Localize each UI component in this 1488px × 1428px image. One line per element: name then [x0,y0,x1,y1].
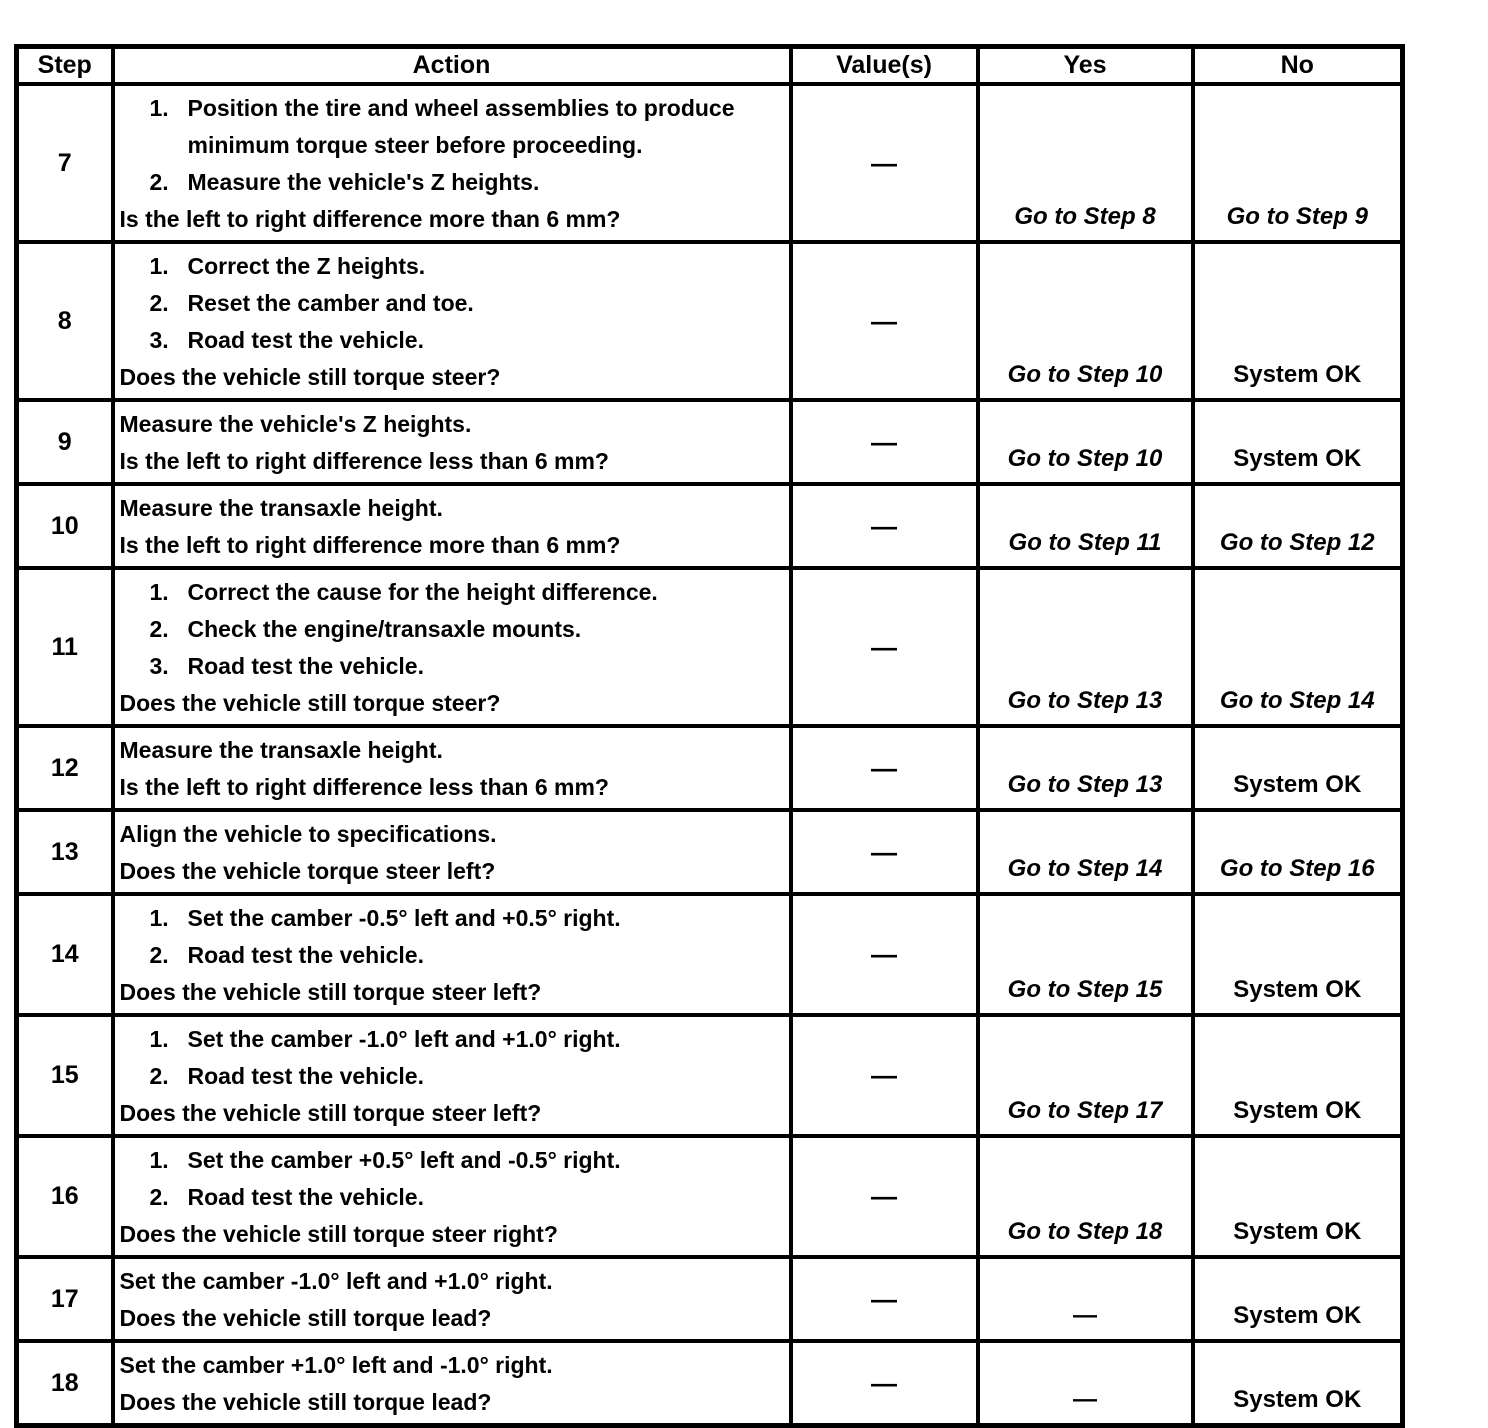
step-number: 8 [17,242,113,400]
col-header-action: Action [113,47,791,85]
value-cell: — [791,484,978,568]
action-item [150,900,783,937]
no-cell: System OK [1193,242,1403,400]
action-item-text: Measure the transaxle height. [119,737,443,763]
step-number: 13 [17,810,113,894]
action-item [150,1142,783,1179]
action-cell [113,810,791,894]
question-text: Is the left to right difference less than 6 mm? [119,774,609,800]
action-list [120,732,783,769]
col-header-no: No [1193,47,1403,85]
question-text: Is the left to right difference more than 6 mm? [119,532,621,558]
action-cell [113,1341,791,1426]
action-item [150,90,783,164]
value-cell: — [791,1015,978,1136]
value-cell: — [791,568,978,726]
no-cell: Go to Step 9 [1193,84,1403,242]
no-cell: Go to Step 14 [1193,568,1403,726]
diagnostic-table [14,44,1405,1428]
action-item [120,490,783,527]
action-item [150,648,783,685]
step-number: 7 [17,84,113,242]
action-item-number: 1. [149,253,169,279]
action-list [120,248,783,359]
action-item [150,574,783,611]
table-row [17,894,1403,1015]
table-row [17,1136,1403,1257]
value-cell: — [791,84,978,242]
action-item-text: Road test the vehicle. [187,327,424,353]
action-item [120,406,783,443]
question-text: Does the vehicle still torque steer? [119,364,501,390]
action-list [120,490,783,527]
yes-cell: Go to Step 15 [978,894,1193,1015]
action-item-text: Road test the vehicle. [187,1184,424,1210]
action-item-text: Set the camber -1.0° left and +1.0° right. [119,1268,553,1294]
action-item-text: Align the vehicle to specifications. [119,821,497,847]
action-list [120,574,783,685]
action-item-text: Set the camber +1.0° left and -1.0° right. [119,1352,553,1378]
action-item [120,1347,783,1384]
col-header-step: Step [17,47,113,85]
action-item [120,816,783,853]
action-item-text: Correct the Z heights. [187,253,426,279]
question-text: Does the vehicle still torque steer? [119,690,501,716]
action-item [150,1058,783,1095]
yes-cell: Go to Step 10 [978,242,1193,400]
action-cell [113,1015,791,1136]
question-text: Is the left to right difference less than 6 mm? [119,448,609,474]
step-number: 16 [17,1136,113,1257]
action-list [120,900,783,974]
yes-cell: Go to Step 11 [978,484,1193,568]
action-item [150,937,783,974]
action-list [120,90,783,201]
action-item-number: 2. [149,1184,169,1210]
action-item-number: 3. [149,327,169,353]
action-list [120,1142,783,1216]
action-item-text: Measure the vehicle's Z heights. [187,169,540,195]
value-cell: — [791,726,978,810]
action-item-number: 2. [149,1063,169,1089]
action-list [120,406,783,443]
action-item-text: Reset the camber and toe. [187,290,474,316]
action-cell [113,894,791,1015]
table-row [17,810,1403,894]
table-row [17,1341,1403,1426]
value-cell: — [791,894,978,1015]
action-item-text: Road test the vehicle. [187,1063,424,1089]
yes-cell: Go to Step 13 [978,568,1193,726]
action-item-text: Set the camber -0.5° left and +0.5° right. [187,905,621,931]
step-number: 18 [17,1341,113,1426]
action-item-number: 2. [149,616,169,642]
action-item [150,322,783,359]
table-row [17,568,1403,726]
yes-cell: Go to Step 17 [978,1015,1193,1136]
col-header-values: Value(s) [791,47,978,85]
action-item-text: Road test the vehicle. [187,942,424,968]
question-text: Does the vehicle torque steer left? [119,858,496,884]
action-cell [113,568,791,726]
yes-cell: Go to Step 10 [978,400,1193,484]
step-number: 15 [17,1015,113,1136]
no-cell: System OK [1193,1341,1403,1426]
action-cell [113,726,791,810]
no-cell: System OK [1193,400,1403,484]
yes-cell: Go to Step 18 [978,1136,1193,1257]
no-cell: System OK [1193,726,1403,810]
step-number: 11 [17,568,113,726]
no-cell: System OK [1193,1136,1403,1257]
action-item-text: Set the camber -1.0° left and +1.0° right. [187,1026,621,1052]
yes-cell: — [978,1257,1193,1341]
action-item [150,248,783,285]
action-item-number: 1. [149,95,169,121]
action-item-number: 1. [149,905,169,931]
action-item [150,285,783,322]
header-row [17,47,1403,85]
action-list [120,1263,783,1300]
col-header-yes: Yes [978,47,1193,85]
action-item-number: 1. [149,1147,169,1173]
action-item-number: 1. [149,1026,169,1052]
action-cell [113,242,791,400]
no-cell: System OK [1193,894,1403,1015]
table-row [17,84,1403,242]
action-cell [113,1257,791,1341]
step-number: 14 [17,894,113,1015]
no-cell: System OK [1193,1015,1403,1136]
value-cell: — [791,400,978,484]
action-cell [113,1136,791,1257]
action-item-text: Position the tire and wheel assemblies to produce minimum torque steer before proceeding. [187,95,735,158]
question-text: Is the left to right difference more than 6 mm? [119,206,621,232]
no-cell: Go to Step 12 [1193,484,1403,568]
action-list [120,1021,783,1095]
action-item [120,1263,783,1300]
value-cell: — [791,810,978,894]
yes-cell: Go to Step 13 [978,726,1193,810]
value-cell: — [791,1257,978,1341]
yes-cell: — [978,1341,1193,1426]
action-item-text: Road test the vehicle. [187,653,424,679]
action-item [150,164,783,201]
table-row [17,1257,1403,1341]
value-cell: — [791,242,978,400]
action-item [150,611,783,648]
table-row [17,242,1403,400]
question-text: Does the vehicle still torque lead? [119,1389,492,1415]
action-cell [113,400,791,484]
yes-cell: Go to Step 14 [978,810,1193,894]
step-number: 12 [17,726,113,810]
action-item-number: 3. [149,653,169,679]
no-cell: System OK [1193,1257,1403,1341]
table-body [17,84,1403,1426]
action-item-text: Set the camber +0.5° left and -0.5° right. [187,1147,621,1173]
question-text: Does the vehicle still torque steer right? [119,1221,558,1247]
action-item-text: Measure the transaxle height. [119,495,443,521]
action-item-text: Check the engine/transaxle mounts. [187,616,582,642]
question-text: Does the vehicle still torque steer left? [119,979,542,1005]
action-item-number: 1. [149,579,169,605]
action-list [120,816,783,853]
action-item-number: 2. [149,942,169,968]
step-number: 17 [17,1257,113,1341]
table-row [17,1015,1403,1136]
question-text: Does the vehicle still torque lead? [119,1305,492,1331]
action-item [150,1179,783,1216]
table-row [17,400,1403,484]
value-cell: — [791,1136,978,1257]
action-item [120,732,783,769]
yes-cell: Go to Step 8 [978,84,1193,242]
action-item-text: Measure the vehicle's Z heights. [119,411,472,437]
question-text: Does the vehicle still torque steer left? [119,1100,542,1126]
step-number: 9 [17,400,113,484]
table-row [17,484,1403,568]
action-cell [113,84,791,242]
value-cell: — [791,1341,978,1426]
table-row [17,726,1403,810]
step-number: 10 [17,484,113,568]
action-item-number: 2. [149,290,169,316]
action-item [150,1021,783,1058]
action-item-text: Correct the cause for the height difference. [187,579,658,605]
action-item-number: 2. [149,169,169,195]
action-list [120,1347,783,1384]
action-cell [113,484,791,568]
no-cell: Go to Step 16 [1193,810,1403,894]
